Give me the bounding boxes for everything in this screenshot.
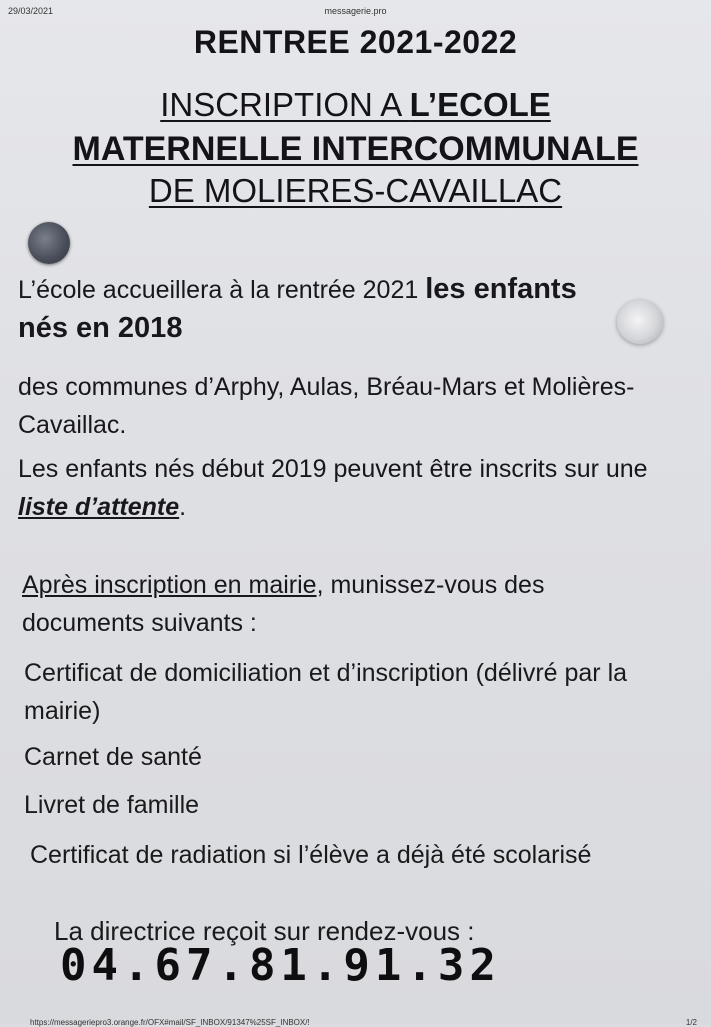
phone-number: 04.67.81.91.32 [60, 940, 501, 991]
contact-text: La directrice reçoit sur rendez-vous : [54, 916, 475, 946]
print-date: 29/03/2021 [8, 6, 54, 16]
print-site: messagerie.pro [324, 6, 387, 16]
paragraph-age-highlight: les enfants nés en 2018 [18, 273, 577, 344]
title-inscription-b: L’ECOLE [409, 86, 551, 123]
print-url: https://messageriepro3.orange.fr/OFX#mail/SF_INBOX/91347%25SF_INBOX/! [30, 1018, 310, 1027]
document-item: Carnet de santé [24, 743, 202, 771]
paragraph-documents-rest: , munissez-vous des documents suivants : [22, 571, 545, 637]
title-maternelle: MATERNELLE INTERCOMMUNALE [72, 130, 639, 168]
paragraph-waitlist [18, 450, 688, 526]
title-commune: DE MOLIERES-CAVAILLAC [148, 172, 563, 209]
title-rentree: RENTREE 2021-2022 [193, 24, 518, 60]
paragraph-communes: des communes d’Arphy, Aulas, Bréau-Mars et Molières-Cavaillac. [18, 373, 635, 439]
print-page-number: 1/2 [685, 1018, 697, 1027]
pushpin-icon [28, 222, 70, 264]
waitlist-emphasis: liste d’attente [18, 493, 180, 521]
paragraph-age-intro: L’école accueillera à la rentrée 2021 [18, 276, 426, 304]
paragraph-waitlist-intro: Les enfants nés début 2019 peuvent être inscrits sur une [18, 455, 648, 483]
pushpin-icon [617, 300, 663, 344]
mairie-emphasis: Après inscription en mairie [22, 571, 317, 599]
document-item: Certificat de radiation si l’élève a déjà été scolarisé [30, 841, 592, 869]
paragraph-documents-intro [22, 566, 662, 642]
title-inscription-a: INSCRIPTION A [160, 86, 410, 123]
paragraph-age [18, 270, 578, 348]
paragraph-waitlist-end: . [179, 493, 187, 521]
title-inscription [0, 86, 711, 124]
document-item: Livret de famille [24, 791, 200, 819]
document-item: Certificat de domiciliation et d’inscription (délivré par la mairie) [24, 659, 628, 725]
